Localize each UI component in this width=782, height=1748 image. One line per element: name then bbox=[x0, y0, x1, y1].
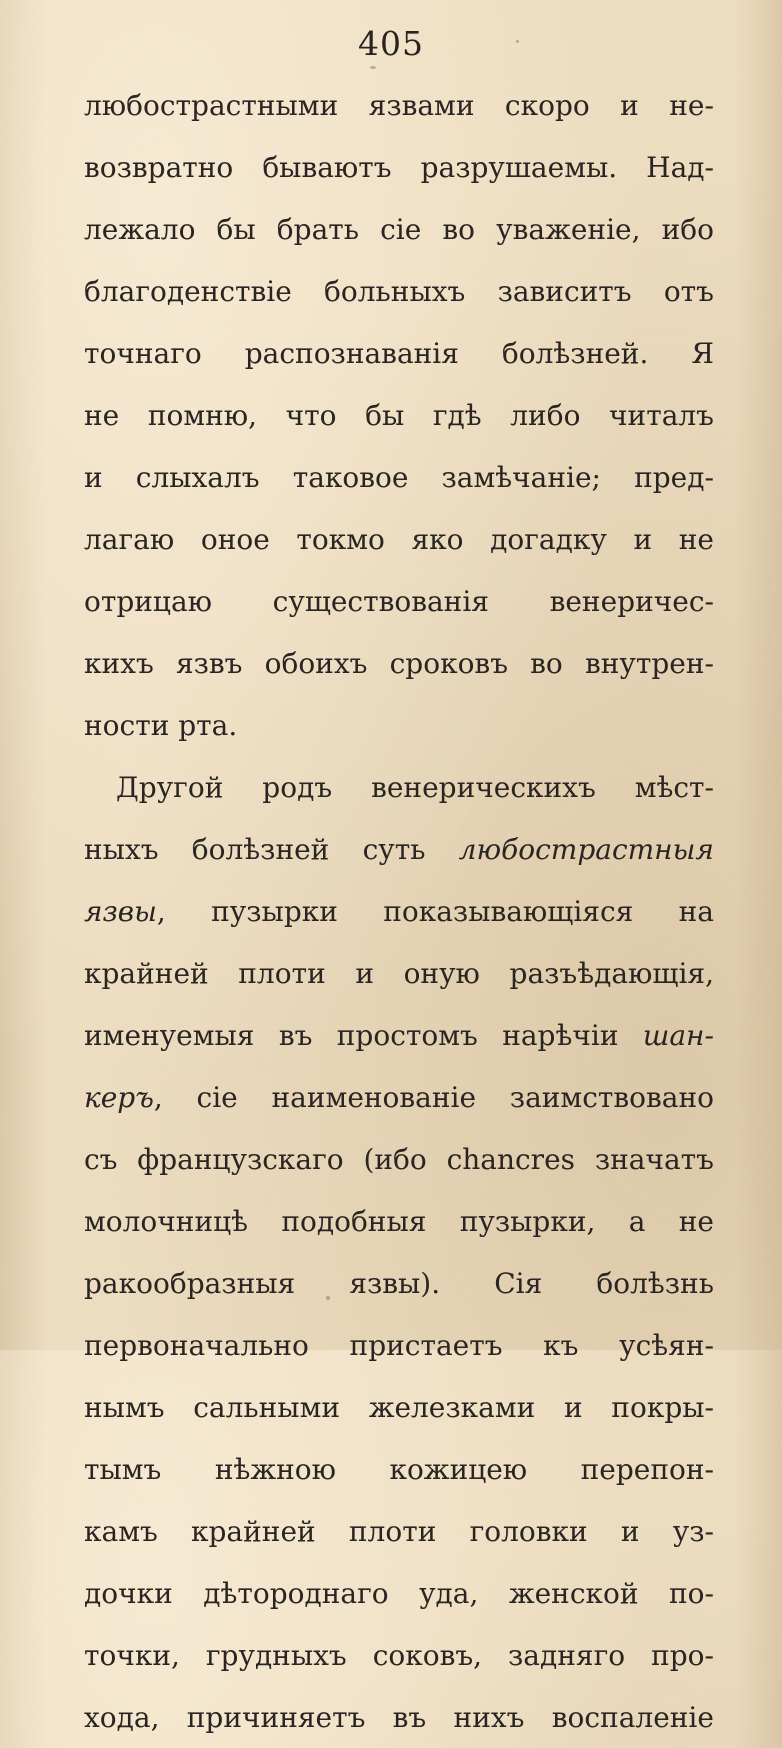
word: (ибо bbox=[363, 1142, 427, 1176]
word: сіе bbox=[380, 212, 422, 246]
word: ибо bbox=[661, 212, 714, 246]
word: перепон- bbox=[580, 1452, 714, 1486]
word: головки bbox=[469, 1514, 588, 1548]
text-line bbox=[84, 632, 714, 694]
word: показывающіяся bbox=[383, 894, 634, 928]
text-line bbox=[84, 1500, 714, 1562]
word: больныхъ bbox=[324, 274, 466, 308]
word: язвами bbox=[368, 88, 475, 122]
word: отъ bbox=[663, 274, 714, 308]
word: пристаетъ bbox=[349, 1328, 503, 1362]
word: разрушаемы. bbox=[420, 150, 618, 184]
word: болѣзнь bbox=[596, 1266, 714, 1300]
text-line bbox=[84, 260, 714, 322]
word: благоденствіе bbox=[84, 274, 292, 308]
text-line bbox=[84, 1624, 714, 1686]
word: плоти bbox=[348, 1514, 437, 1548]
word: обоихъ bbox=[264, 646, 368, 680]
word: мѣст- bbox=[634, 770, 714, 804]
text-line bbox=[84, 942, 714, 1004]
word: , bbox=[156, 894, 166, 928]
word: лежало bbox=[84, 212, 196, 246]
word: въ bbox=[392, 1700, 427, 1734]
word: венеричес- bbox=[549, 584, 714, 618]
italic-word: шан- bbox=[642, 1018, 714, 1052]
word: догадку bbox=[490, 522, 607, 556]
italic-word: любострастныя bbox=[458, 832, 714, 866]
text-line bbox=[84, 1066, 714, 1128]
word: оное bbox=[200, 522, 270, 556]
word: возвратно bbox=[84, 150, 234, 184]
text-line bbox=[84, 198, 714, 260]
word: распознаванія bbox=[244, 336, 459, 370]
word: грудныхъ bbox=[205, 1638, 347, 1672]
word: крайней bbox=[84, 956, 209, 990]
word: внутрен- bbox=[584, 646, 714, 680]
word: замѣчаніе; bbox=[441, 460, 601, 494]
word: не bbox=[678, 522, 714, 556]
word: первоначально bbox=[84, 1328, 309, 1362]
text-line bbox=[84, 446, 714, 508]
ink-speck bbox=[516, 40, 519, 43]
word: причиняетъ bbox=[186, 1700, 366, 1734]
text-line bbox=[84, 1314, 714, 1376]
body-text bbox=[84, 74, 714, 1748]
word: крайней bbox=[191, 1514, 316, 1548]
page-number: 405 bbox=[358, 24, 424, 63]
word: на bbox=[678, 894, 714, 928]
word: именуемыя bbox=[84, 1018, 255, 1052]
word: не- bbox=[669, 88, 714, 122]
italic-word: керъ bbox=[84, 1080, 154, 1114]
word: что bbox=[285, 398, 337, 432]
word: въ bbox=[278, 1018, 313, 1052]
word: лагаю bbox=[84, 522, 175, 556]
text-line bbox=[84, 1190, 714, 1252]
word: читалъ bbox=[609, 398, 714, 432]
word: кихъ bbox=[84, 646, 154, 680]
word: нихъ bbox=[453, 1700, 525, 1734]
word: пузырки, bbox=[459, 1204, 596, 1238]
word: , bbox=[153, 1080, 163, 1114]
text-line bbox=[84, 880, 714, 942]
word: нарѣчіи bbox=[502, 1018, 619, 1052]
word: Я bbox=[691, 336, 714, 370]
word: chancres bbox=[446, 1142, 576, 1176]
word: гдѣ bbox=[432, 398, 482, 432]
word: ныхъ bbox=[84, 832, 159, 866]
word: брать bbox=[276, 212, 360, 246]
word: сіе bbox=[196, 1080, 238, 1114]
word: болѣзней. bbox=[501, 336, 649, 370]
word: дѣтороднаго bbox=[203, 1576, 389, 1610]
text-line bbox=[84, 1686, 714, 1748]
word: сальными bbox=[193, 1390, 341, 1424]
word: не bbox=[678, 1204, 714, 1238]
text-line bbox=[84, 136, 714, 198]
word: къ bbox=[543, 1328, 579, 1362]
word: таковое bbox=[292, 460, 409, 494]
word: сроковъ bbox=[389, 646, 509, 680]
ink-speck bbox=[370, 66, 376, 69]
word: точки, bbox=[84, 1638, 180, 1672]
word: и bbox=[620, 1514, 640, 1548]
word: съ bbox=[84, 1142, 118, 1176]
word: уда, bbox=[419, 1576, 479, 1610]
word: во bbox=[442, 212, 476, 246]
word: про- bbox=[651, 1638, 714, 1672]
text-line bbox=[84, 1438, 714, 1500]
text-line bbox=[84, 1252, 714, 1314]
word: Другой bbox=[116, 770, 224, 804]
word: пузырки bbox=[211, 894, 338, 928]
word: камъ bbox=[84, 1514, 158, 1548]
word: а bbox=[628, 1204, 646, 1238]
word-group bbox=[84, 1081, 163, 1114]
ink-speck bbox=[326, 1296, 330, 1300]
word: оную bbox=[403, 956, 480, 990]
word: зависитъ bbox=[497, 274, 632, 308]
text-line bbox=[84, 1376, 714, 1438]
word: бываютъ bbox=[262, 150, 392, 184]
word: болѣзней bbox=[191, 832, 330, 866]
text-line bbox=[84, 570, 714, 632]
word: Над- bbox=[646, 150, 714, 184]
word: железками bbox=[368, 1390, 536, 1424]
text-line bbox=[84, 508, 714, 570]
word: пред- bbox=[634, 460, 714, 494]
word: Сія bbox=[494, 1266, 543, 1300]
word: заимствовано bbox=[509, 1080, 714, 1114]
text-line bbox=[84, 694, 714, 756]
word: точнаго bbox=[84, 336, 202, 370]
word: помню, bbox=[147, 398, 258, 432]
word: существованія bbox=[272, 584, 489, 618]
word: язвы). bbox=[349, 1266, 441, 1300]
word: воспаленіе bbox=[551, 1700, 714, 1734]
word: дочки bbox=[84, 1576, 173, 1610]
word: нымъ bbox=[84, 1390, 165, 1424]
word: женской bbox=[508, 1576, 639, 1610]
word: яко bbox=[411, 522, 464, 556]
text-line bbox=[84, 1128, 714, 1190]
word: суть bbox=[362, 832, 426, 866]
word: бы bbox=[365, 398, 405, 432]
word: и bbox=[633, 522, 653, 556]
text-line bbox=[84, 1004, 714, 1066]
word: и bbox=[355, 956, 374, 990]
word: по- bbox=[669, 1576, 714, 1610]
word: отрицаю bbox=[84, 584, 213, 618]
word: и bbox=[84, 460, 103, 494]
word: разъѣдающія, bbox=[509, 956, 714, 990]
text-line bbox=[84, 384, 714, 446]
word-group bbox=[84, 895, 166, 928]
word: усѣян- bbox=[619, 1328, 714, 1362]
word: задняго bbox=[508, 1638, 626, 1672]
word: любострастными bbox=[84, 88, 339, 122]
word: французскаго bbox=[137, 1142, 344, 1176]
word: венерическихъ bbox=[371, 770, 596, 804]
word: ракообразныя bbox=[84, 1266, 296, 1300]
word: простомъ bbox=[336, 1018, 478, 1052]
text-line bbox=[84, 322, 714, 384]
word: уз- bbox=[672, 1514, 714, 1548]
word: наименованіе bbox=[271, 1080, 477, 1114]
word: плоти bbox=[238, 956, 326, 990]
word: тымъ bbox=[84, 1452, 162, 1486]
word: хода, bbox=[84, 1700, 160, 1734]
text-line bbox=[84, 1562, 714, 1624]
text-line bbox=[84, 818, 714, 880]
word: молочницѣ bbox=[84, 1204, 249, 1238]
text-line bbox=[84, 756, 714, 818]
word: кожицею bbox=[389, 1452, 528, 1486]
phrase: ности рта. bbox=[84, 708, 238, 742]
word: язвъ bbox=[175, 646, 243, 680]
word: слыхалъ bbox=[135, 460, 260, 494]
word: скоро bbox=[504, 88, 590, 122]
word: уваженіе, bbox=[496, 212, 641, 246]
italic-word: язвы bbox=[84, 894, 157, 928]
word: покры- bbox=[611, 1390, 714, 1424]
text-line bbox=[84, 74, 714, 136]
word: и bbox=[563, 1390, 583, 1424]
word: и bbox=[620, 88, 639, 122]
word: нѣжною bbox=[214, 1452, 337, 1486]
word: токмо bbox=[296, 522, 385, 556]
word: не bbox=[84, 398, 120, 432]
word: во bbox=[530, 646, 563, 680]
word: подобныя bbox=[281, 1204, 427, 1238]
word: значатъ bbox=[594, 1142, 714, 1176]
word: бы bbox=[216, 212, 256, 246]
word: родъ bbox=[262, 770, 333, 804]
word: соковъ, bbox=[372, 1638, 483, 1672]
word: либо bbox=[510, 398, 581, 432]
